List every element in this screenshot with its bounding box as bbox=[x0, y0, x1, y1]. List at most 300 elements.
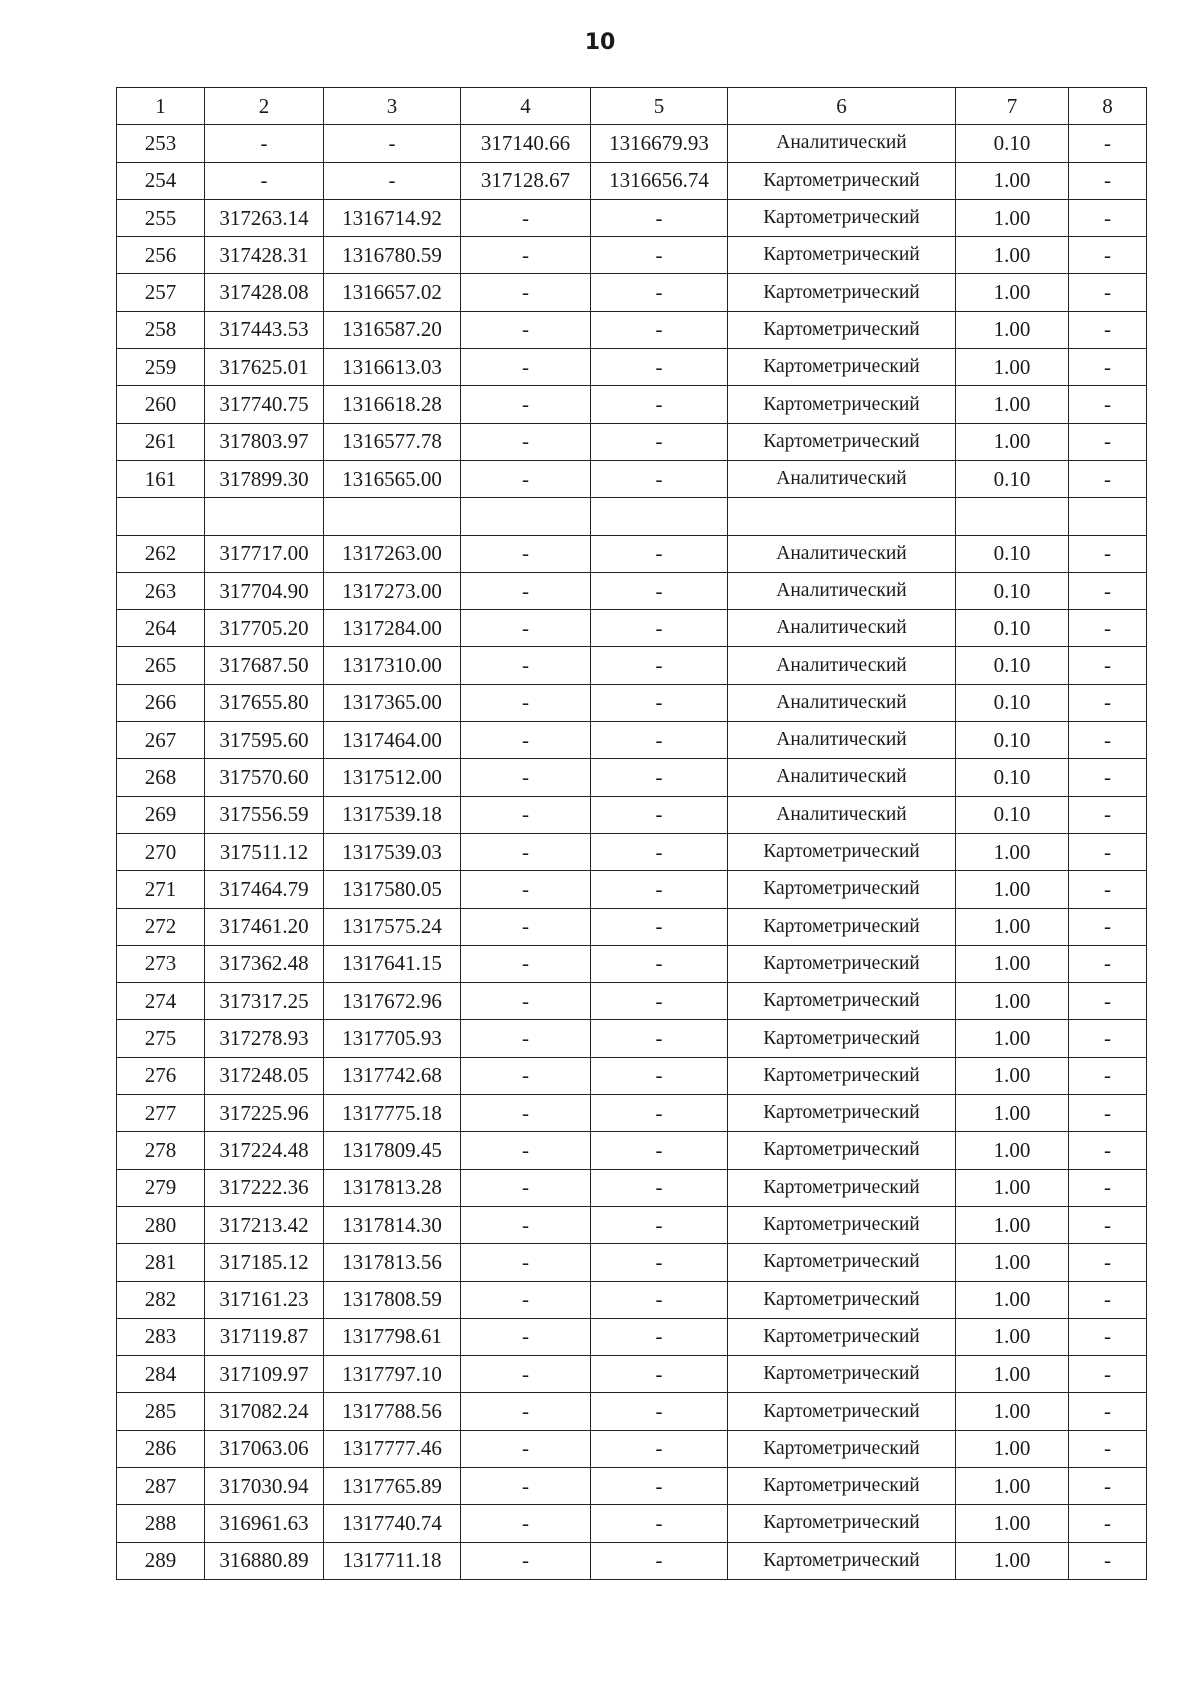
table-header-row bbox=[117, 88, 1147, 125]
table-row bbox=[117, 1318, 1147, 1355]
y-coordinate-cell: 1317742.68 bbox=[324, 1057, 461, 1094]
table-row bbox=[117, 1505, 1147, 1542]
method-cell: Картометрический bbox=[728, 423, 956, 460]
x-coordinate-cell: 317464.79 bbox=[205, 871, 324, 908]
x-coordinate-cell: - bbox=[205, 162, 324, 199]
y-coordinate-cell: 1317365.00 bbox=[324, 684, 461, 721]
y-coordinate-cell: 1316657.02 bbox=[324, 274, 461, 311]
method-cell: Картометрический bbox=[728, 1057, 956, 1094]
table-row bbox=[117, 1095, 1147, 1132]
point-number-cell: 256 bbox=[117, 237, 205, 274]
point-number-cell: 283 bbox=[117, 1318, 205, 1355]
x-coordinate-cell: 317717.00 bbox=[205, 535, 324, 572]
method-cell: Картометрический bbox=[728, 237, 956, 274]
x-coordinate-cell: 317109.97 bbox=[205, 1356, 324, 1393]
table-row bbox=[117, 311, 1147, 348]
x-coordinate-cell: 317362.48 bbox=[205, 945, 324, 982]
accuracy-cell: 1.00 bbox=[956, 908, 1069, 945]
x-coordinate-cell: 317161.23 bbox=[205, 1281, 324, 1318]
table-row bbox=[117, 460, 1147, 497]
table-row bbox=[117, 1356, 1147, 1393]
x-coordinate-alt-cell: - bbox=[461, 572, 591, 609]
column-header: 1 bbox=[117, 88, 205, 125]
method-cell: Картометрический bbox=[728, 871, 956, 908]
accuracy-cell: 1.00 bbox=[956, 1206, 1069, 1243]
y-coordinate-cell: 1317263.00 bbox=[324, 535, 461, 572]
y-coordinate-alt-cell: - bbox=[591, 386, 728, 423]
method-cell: Картометрический bbox=[728, 349, 956, 386]
y-coordinate-alt-cell: 1316679.93 bbox=[591, 125, 728, 162]
accuracy-cell: 1.00 bbox=[956, 1095, 1069, 1132]
note-cell: - bbox=[1069, 796, 1147, 833]
x-coordinate-cell: 316961.63 bbox=[205, 1505, 324, 1542]
y-coordinate-cell: 1317798.61 bbox=[324, 1318, 461, 1355]
method-cell: Аналитический bbox=[728, 647, 956, 684]
point-number-cell: 286 bbox=[117, 1430, 205, 1467]
method-cell: Картометрический bbox=[728, 1281, 956, 1318]
method-cell: Картометрический bbox=[728, 1430, 956, 1467]
coordinates-table bbox=[116, 87, 1147, 1580]
note-cell: - bbox=[1069, 423, 1147, 460]
table-row bbox=[117, 983, 1147, 1020]
point-number-cell: 282 bbox=[117, 1281, 205, 1318]
column-header: 5 bbox=[591, 88, 728, 125]
x-coordinate-cell: 317740.75 bbox=[205, 386, 324, 423]
column-header: 4 bbox=[461, 88, 591, 125]
accuracy-cell: 1.00 bbox=[956, 1318, 1069, 1355]
point-number-cell bbox=[117, 498, 205, 535]
y-coordinate-alt-cell: - bbox=[591, 1281, 728, 1318]
table-row bbox=[117, 647, 1147, 684]
table-row bbox=[117, 237, 1147, 274]
y-coordinate-alt-cell: - bbox=[591, 1095, 728, 1132]
x-coordinate-cell: 317082.24 bbox=[205, 1393, 324, 1430]
y-coordinate-cell: 1316613.03 bbox=[324, 349, 461, 386]
y-coordinate-alt-cell: - bbox=[591, 423, 728, 460]
note-cell: - bbox=[1069, 871, 1147, 908]
x-coordinate-cell: 317248.05 bbox=[205, 1057, 324, 1094]
x-coordinate-alt-cell: - bbox=[461, 1206, 591, 1243]
accuracy-cell: 1.00 bbox=[956, 871, 1069, 908]
table-row bbox=[117, 871, 1147, 908]
point-number-cell: 253 bbox=[117, 125, 205, 162]
accuracy-cell: 1.00 bbox=[956, 945, 1069, 982]
y-coordinate-cell: 1317813.28 bbox=[324, 1169, 461, 1206]
x-coordinate-alt-cell: - bbox=[461, 237, 591, 274]
note-cell: - bbox=[1069, 1057, 1147, 1094]
accuracy-cell: 0.10 bbox=[956, 125, 1069, 162]
note-cell: - bbox=[1069, 311, 1147, 348]
x-coordinate-alt-cell: - bbox=[461, 1393, 591, 1430]
y-coordinate-cell: 1317539.18 bbox=[324, 796, 461, 833]
method-cell: Аналитический bbox=[728, 125, 956, 162]
table-row bbox=[117, 1057, 1147, 1094]
note-cell: - bbox=[1069, 1132, 1147, 1169]
y-coordinate-alt-cell: - bbox=[591, 237, 728, 274]
y-coordinate-cell: 1317808.59 bbox=[324, 1281, 461, 1318]
x-coordinate-alt-cell bbox=[461, 498, 591, 535]
y-coordinate-cell: - bbox=[324, 162, 461, 199]
method-cell: Картометрический bbox=[728, 311, 956, 348]
page-number: 10 bbox=[584, 30, 616, 55]
y-coordinate-cell bbox=[324, 498, 461, 535]
x-coordinate-cell: 317119.87 bbox=[205, 1318, 324, 1355]
y-coordinate-cell: 1317310.00 bbox=[324, 647, 461, 684]
method-cell: Картометрический bbox=[728, 1206, 956, 1243]
point-number-cell: 260 bbox=[117, 386, 205, 423]
column-header: 3 bbox=[324, 88, 461, 125]
x-coordinate-alt-cell: - bbox=[461, 983, 591, 1020]
column-header: 7 bbox=[956, 88, 1069, 125]
accuracy-cell: 0.10 bbox=[956, 572, 1069, 609]
y-coordinate-alt-cell: - bbox=[591, 759, 728, 796]
x-coordinate-cell: 317222.36 bbox=[205, 1169, 324, 1206]
y-coordinate-alt-cell: - bbox=[591, 1132, 728, 1169]
y-coordinate-alt-cell: - bbox=[591, 1244, 728, 1281]
table-row bbox=[117, 1206, 1147, 1243]
y-coordinate-cell: 1316587.20 bbox=[324, 311, 461, 348]
point-number-cell: 276 bbox=[117, 1057, 205, 1094]
y-coordinate-alt-cell: - bbox=[591, 1057, 728, 1094]
note-cell: - bbox=[1069, 535, 1147, 572]
y-coordinate-alt-cell: - bbox=[591, 199, 728, 236]
x-coordinate-alt-cell: - bbox=[461, 647, 591, 684]
y-coordinate-alt-cell: - bbox=[591, 647, 728, 684]
table-row bbox=[117, 274, 1147, 311]
y-coordinate-alt-cell: - bbox=[591, 1169, 728, 1206]
x-coordinate-alt-cell: - bbox=[461, 1169, 591, 1206]
table-row bbox=[117, 684, 1147, 721]
y-coordinate-cell: 1316565.00 bbox=[324, 460, 461, 497]
table-row bbox=[117, 535, 1147, 572]
method-cell: Аналитический bbox=[728, 722, 956, 759]
accuracy-cell: 1.00 bbox=[956, 1244, 1069, 1281]
method-cell: Картометрический bbox=[728, 1132, 956, 1169]
y-coordinate-alt-cell: - bbox=[591, 1393, 728, 1430]
accuracy-cell: 1.00 bbox=[956, 983, 1069, 1020]
table-row bbox=[117, 610, 1147, 647]
method-cell: Картометрический bbox=[728, 908, 956, 945]
method-cell: Картометрический bbox=[728, 199, 956, 236]
table-row bbox=[117, 945, 1147, 982]
y-coordinate-cell: 1316618.28 bbox=[324, 386, 461, 423]
x-coordinate-alt-cell: - bbox=[461, 796, 591, 833]
x-coordinate-alt-cell: - bbox=[461, 684, 591, 721]
x-coordinate-alt-cell: - bbox=[461, 1318, 591, 1355]
x-coordinate-cell: 317625.01 bbox=[205, 349, 324, 386]
accuracy-cell: 1.00 bbox=[956, 162, 1069, 199]
x-coordinate-alt-cell: - bbox=[461, 349, 591, 386]
point-number-cell: 288 bbox=[117, 1505, 205, 1542]
note-cell: - bbox=[1069, 349, 1147, 386]
note-cell: - bbox=[1069, 908, 1147, 945]
x-coordinate-alt-cell: - bbox=[461, 386, 591, 423]
note-cell: - bbox=[1069, 1356, 1147, 1393]
note-cell: - bbox=[1069, 1095, 1147, 1132]
table-row bbox=[117, 833, 1147, 870]
point-number-cell: 258 bbox=[117, 311, 205, 348]
x-coordinate-alt-cell: - bbox=[461, 311, 591, 348]
y-coordinate-alt-cell: - bbox=[591, 1467, 728, 1504]
accuracy-cell: 1.00 bbox=[956, 311, 1069, 348]
note-cell: - bbox=[1069, 460, 1147, 497]
y-coordinate-alt-cell: - bbox=[591, 274, 728, 311]
point-number-cell: 265 bbox=[117, 647, 205, 684]
note-cell: - bbox=[1069, 572, 1147, 609]
x-coordinate-alt-cell: - bbox=[461, 1505, 591, 1542]
y-coordinate-alt-cell: - bbox=[591, 460, 728, 497]
table-row bbox=[117, 1281, 1147, 1318]
method-cell: Картометрический bbox=[728, 1318, 956, 1355]
column-header: 2 bbox=[205, 88, 324, 125]
y-coordinate-cell: 1317711.18 bbox=[324, 1542, 461, 1579]
x-coordinate-cell: 317803.97 bbox=[205, 423, 324, 460]
table-row bbox=[117, 1020, 1147, 1057]
x-coordinate-alt-cell: - bbox=[461, 1095, 591, 1132]
note-cell: - bbox=[1069, 386, 1147, 423]
y-coordinate-alt-cell: - bbox=[591, 349, 728, 386]
x-coordinate-cell: 317317.25 bbox=[205, 983, 324, 1020]
x-coordinate-cell: 317570.60 bbox=[205, 759, 324, 796]
column-header: 6 bbox=[728, 88, 956, 125]
accuracy-cell: 1.00 bbox=[956, 1281, 1069, 1318]
accuracy-cell: 0.10 bbox=[956, 610, 1069, 647]
point-number-cell: 277 bbox=[117, 1095, 205, 1132]
y-coordinate-alt-cell: - bbox=[591, 610, 728, 647]
y-coordinate-alt-cell: - bbox=[591, 684, 728, 721]
point-number-cell: 270 bbox=[117, 833, 205, 870]
accuracy-cell: 1.00 bbox=[956, 349, 1069, 386]
x-coordinate-cell: 317224.48 bbox=[205, 1132, 324, 1169]
note-cell: - bbox=[1069, 274, 1147, 311]
method-cell: Картометрический bbox=[728, 1356, 956, 1393]
y-coordinate-cell: 1317813.56 bbox=[324, 1244, 461, 1281]
y-coordinate-alt-cell: - bbox=[591, 983, 728, 1020]
method-cell: Аналитический bbox=[728, 759, 956, 796]
point-number-cell: 272 bbox=[117, 908, 205, 945]
accuracy-cell: 0.10 bbox=[956, 535, 1069, 572]
y-coordinate-alt-cell: - bbox=[591, 1542, 728, 1579]
note-cell: - bbox=[1069, 162, 1147, 199]
note-cell: - bbox=[1069, 833, 1147, 870]
x-coordinate-alt-cell: - bbox=[461, 759, 591, 796]
y-coordinate-cell: 1317777.46 bbox=[324, 1430, 461, 1467]
accuracy-cell: 1.00 bbox=[956, 1132, 1069, 1169]
accuracy-cell: 0.10 bbox=[956, 759, 1069, 796]
y-coordinate-alt-cell: - bbox=[591, 1318, 728, 1355]
table-row bbox=[117, 386, 1147, 423]
method-cell: Картометрический bbox=[728, 162, 956, 199]
note-cell: - bbox=[1069, 759, 1147, 796]
accuracy-cell: 1.00 bbox=[956, 274, 1069, 311]
point-number-cell: 259 bbox=[117, 349, 205, 386]
point-number-cell: 285 bbox=[117, 1393, 205, 1430]
method-cell: Аналитический bbox=[728, 460, 956, 497]
y-coordinate-alt-cell: - bbox=[591, 1356, 728, 1393]
x-coordinate-cell: 317213.42 bbox=[205, 1206, 324, 1243]
accuracy-cell: 1.00 bbox=[956, 1169, 1069, 1206]
x-coordinate-alt-cell: - bbox=[461, 1244, 591, 1281]
table-row bbox=[117, 199, 1147, 236]
table-row bbox=[117, 1393, 1147, 1430]
accuracy-cell: 1.00 bbox=[956, 1430, 1069, 1467]
point-number-cell: 264 bbox=[117, 610, 205, 647]
note-cell: - bbox=[1069, 125, 1147, 162]
note-cell: - bbox=[1069, 1467, 1147, 1504]
table-row bbox=[117, 1169, 1147, 1206]
point-number-cell: 274 bbox=[117, 983, 205, 1020]
x-coordinate-cell: 317428.08 bbox=[205, 274, 324, 311]
point-number-cell: 261 bbox=[117, 423, 205, 460]
x-coordinate-cell: 317655.80 bbox=[205, 684, 324, 721]
table-body bbox=[117, 125, 1147, 1580]
point-number-cell: 284 bbox=[117, 1356, 205, 1393]
table-row bbox=[117, 1132, 1147, 1169]
y-coordinate-alt-cell: - bbox=[591, 722, 728, 759]
x-coordinate-alt-cell: 317140.66 bbox=[461, 125, 591, 162]
y-coordinate-alt-cell: - bbox=[591, 535, 728, 572]
x-coordinate-alt-cell: - bbox=[461, 274, 591, 311]
x-coordinate-cell: 317063.06 bbox=[205, 1430, 324, 1467]
method-cell: Аналитический bbox=[728, 535, 956, 572]
y-coordinate-alt-cell: - bbox=[591, 1020, 728, 1057]
x-coordinate-cell: 317030.94 bbox=[205, 1467, 324, 1504]
accuracy-cell: 1.00 bbox=[956, 423, 1069, 460]
x-coordinate-cell: 317899.30 bbox=[205, 460, 324, 497]
note-cell: - bbox=[1069, 1206, 1147, 1243]
x-coordinate-cell: 317185.12 bbox=[205, 1244, 324, 1281]
method-cell: Аналитический bbox=[728, 572, 956, 609]
method-cell: Картометрический bbox=[728, 1542, 956, 1579]
x-coordinate-alt-cell: - bbox=[461, 871, 591, 908]
table-row bbox=[117, 722, 1147, 759]
point-number-cell: 257 bbox=[117, 274, 205, 311]
x-coordinate-cell: 317428.31 bbox=[205, 237, 324, 274]
y-coordinate-cell: 1317512.00 bbox=[324, 759, 461, 796]
x-coordinate-alt-cell: - bbox=[461, 199, 591, 236]
x-coordinate-cell: 317461.20 bbox=[205, 908, 324, 945]
note-cell: - bbox=[1069, 199, 1147, 236]
accuracy-cell: 1.00 bbox=[956, 1057, 1069, 1094]
table-row bbox=[117, 125, 1147, 162]
accuracy-cell: 1.00 bbox=[956, 1467, 1069, 1504]
y-coordinate-cell: 1317765.89 bbox=[324, 1467, 461, 1504]
y-coordinate-alt-cell: 1316656.74 bbox=[591, 162, 728, 199]
x-coordinate-alt-cell: - bbox=[461, 1020, 591, 1057]
x-coordinate-alt-cell: - bbox=[461, 908, 591, 945]
note-cell: - bbox=[1069, 1318, 1147, 1355]
x-coordinate-alt-cell: - bbox=[461, 1356, 591, 1393]
y-coordinate-cell: - bbox=[324, 125, 461, 162]
x-coordinate-cell: 317443.53 bbox=[205, 311, 324, 348]
accuracy-cell: 1.00 bbox=[956, 1356, 1069, 1393]
method-cell: Картометрический bbox=[728, 833, 956, 870]
x-coordinate-cell: 316880.89 bbox=[205, 1542, 324, 1579]
x-coordinate-alt-cell: - bbox=[461, 1132, 591, 1169]
note-cell: - bbox=[1069, 1505, 1147, 1542]
x-coordinate-alt-cell: - bbox=[461, 833, 591, 870]
x-coordinate-alt-cell: - bbox=[461, 1281, 591, 1318]
method-cell bbox=[728, 498, 956, 535]
accuracy-cell: 1.00 bbox=[956, 833, 1069, 870]
y-coordinate-cell: 1317539.03 bbox=[324, 833, 461, 870]
method-cell: Картометрический bbox=[728, 1095, 956, 1132]
accuracy-cell: 0.10 bbox=[956, 684, 1069, 721]
y-coordinate-cell: 1317641.15 bbox=[324, 945, 461, 982]
note-cell: - bbox=[1069, 1281, 1147, 1318]
y-coordinate-alt-cell: - bbox=[591, 945, 728, 982]
method-cell: Картометрический bbox=[728, 983, 956, 1020]
point-number-cell: 254 bbox=[117, 162, 205, 199]
x-coordinate-cell: 317225.96 bbox=[205, 1095, 324, 1132]
method-cell: Картометрический bbox=[728, 1020, 956, 1057]
point-number-cell: 161 bbox=[117, 460, 205, 497]
x-coordinate-cell: 317556.59 bbox=[205, 796, 324, 833]
y-coordinate-alt-cell: - bbox=[591, 833, 728, 870]
y-coordinate-alt-cell: - bbox=[591, 908, 728, 945]
table-row bbox=[117, 498, 1147, 535]
accuracy-cell: 1.00 bbox=[956, 1505, 1069, 1542]
method-cell: Аналитический bbox=[728, 796, 956, 833]
y-coordinate-cell: 1317740.74 bbox=[324, 1505, 461, 1542]
accuracy-cell: 1.00 bbox=[956, 1393, 1069, 1430]
y-coordinate-cell: 1317284.00 bbox=[324, 610, 461, 647]
accuracy-cell: 0.10 bbox=[956, 796, 1069, 833]
point-number-cell: 267 bbox=[117, 722, 205, 759]
table-row bbox=[117, 572, 1147, 609]
note-cell: - bbox=[1069, 945, 1147, 982]
note-cell bbox=[1069, 498, 1147, 535]
point-number-cell: 289 bbox=[117, 1542, 205, 1579]
table-row bbox=[117, 1244, 1147, 1281]
note-cell: - bbox=[1069, 684, 1147, 721]
method-cell: Аналитический bbox=[728, 610, 956, 647]
x-coordinate-alt-cell: - bbox=[461, 1057, 591, 1094]
note-cell: - bbox=[1069, 1020, 1147, 1057]
note-cell: - bbox=[1069, 237, 1147, 274]
y-coordinate-cell: 1316577.78 bbox=[324, 423, 461, 460]
y-coordinate-alt-cell: - bbox=[591, 871, 728, 908]
point-number-cell: 278 bbox=[117, 1132, 205, 1169]
note-cell: - bbox=[1069, 722, 1147, 759]
x-coordinate-cell: 317278.93 bbox=[205, 1020, 324, 1057]
y-coordinate-cell: 1316780.59 bbox=[324, 237, 461, 274]
point-number-cell: 279 bbox=[117, 1169, 205, 1206]
note-cell: - bbox=[1069, 1430, 1147, 1467]
point-number-cell: 262 bbox=[117, 535, 205, 572]
point-number-cell: 268 bbox=[117, 759, 205, 796]
point-number-cell: 287 bbox=[117, 1467, 205, 1504]
x-coordinate-alt-cell: - bbox=[461, 722, 591, 759]
note-cell: - bbox=[1069, 983, 1147, 1020]
accuracy-cell: 1.00 bbox=[956, 386, 1069, 423]
y-coordinate-alt-cell: - bbox=[591, 796, 728, 833]
x-coordinate-cell: 317705.20 bbox=[205, 610, 324, 647]
method-cell: Картометрический bbox=[728, 1505, 956, 1542]
method-cell: Картометрический bbox=[728, 386, 956, 423]
y-coordinate-cell: 1317273.00 bbox=[324, 572, 461, 609]
y-coordinate-alt-cell: - bbox=[591, 311, 728, 348]
accuracy-cell bbox=[956, 498, 1069, 535]
y-coordinate-alt-cell: - bbox=[591, 1430, 728, 1467]
table-row bbox=[117, 1542, 1147, 1579]
x-coordinate-cell bbox=[205, 498, 324, 535]
point-number-cell: 263 bbox=[117, 572, 205, 609]
y-coordinate-cell: 1317788.56 bbox=[324, 1393, 461, 1430]
method-cell: Картометрический bbox=[728, 1244, 956, 1281]
x-coordinate-cell: - bbox=[205, 125, 324, 162]
x-coordinate-alt-cell: - bbox=[461, 1430, 591, 1467]
